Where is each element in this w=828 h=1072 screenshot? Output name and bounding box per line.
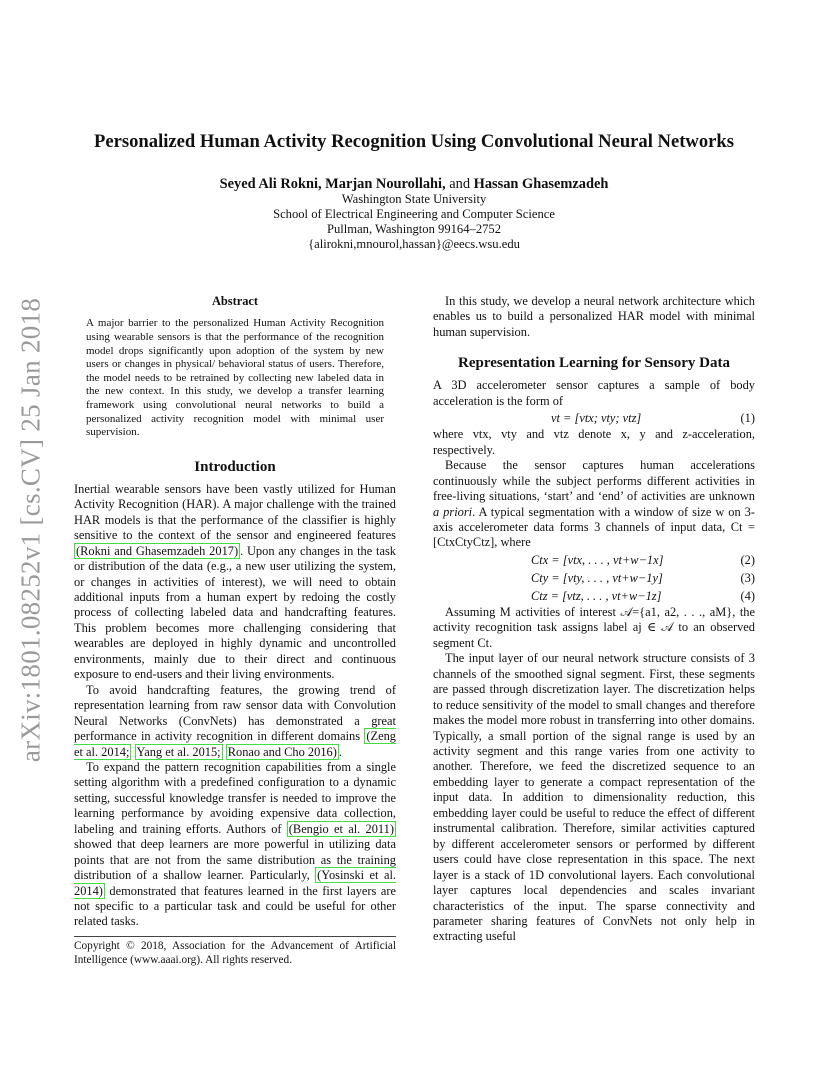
study-paragraph: In this study, we develop a neural network architecture which enables us to build a personalized HAR model with minimal human supervision. (433, 294, 755, 339)
rep-paragraph-4: Assuming M activities of interest 𝒜={a1, a2, . . ., aM}, the activity recognition task assigns label aj ∈ 𝒜 to an observed segment Ct. (433, 604, 755, 650)
abstract-text: A major barrier to the personalized Human Activity Recognition using wearable sensors is that the performance of the recognition model drops significantly upon adoption of the system by new users or changes in physical/ behavioral status of users. Therefore, the model needs to be retrained by collecting new labeled data in the new context. In this study, we develop a transfer learning framework using convolutional neural networks to build a personalized activity recognition model with minimal user supervision. (86, 317, 384, 439)
abstract-body (86, 317, 384, 439)
equation-3-body: Cty = [vty, . . . , vt+w−1y] (531, 570, 663, 585)
equation-4 (433, 587, 755, 605)
affiliation-address: Pullman, Washington 99164–2752 (326, 222, 502, 236)
affiliation-university: Washington State University (341, 192, 487, 206)
citation-link[interactable]: Ronao and Cho 2016) (227, 744, 337, 759)
affiliation-email: {alirokni,mnourol,hassan}@eecs.wsu.edu (308, 237, 520, 251)
equation-4-body: Ctz = [vtz, . . . , vt+w−1z] (531, 588, 662, 603)
intro-paragraph-3: To expand the pattern recognition capabilities from a single setting algorithm with a predefined configuration to a dynamic setting, successful knowledge transfer is needed to improve the learning performance by avoiding expensive data collection, labeling and training efforts. Authors of (Bengio et al. 2011) showed that deep learners are more powerful in utilizing data points that are not from the same distribution as the training distribution of a shallow learner. Particularly, (Yosinski et al. 2014) demonstrated that features learned in the first layers are not specific to a particular task and could be useful for other related tasks. (74, 759, 396, 929)
arxiv-stamp: arXiv:1801.08252v1 [cs.CV] 25 Jan 2018 (15, 297, 46, 763)
equation-1-body: vt = [vtx; vty; vtz] (551, 411, 642, 426)
left-column (74, 294, 396, 967)
equation-2 (433, 551, 755, 569)
intro-paragraph-2: To avoid handcrafting features, the growing trend of representation learning from raw sensor data with Convolution Neural Networks (ConvNets) has demonstrated a great performance in activity recognition in different domains (Zeng et al. 2014; Yang et al. 2015; Ronao and Cho 2016) . (74, 682, 396, 759)
citation-link[interactable]: Yang et al. 2015; (136, 744, 221, 759)
citation-link[interactable]: (Yosinski et al. 2014) (74, 868, 396, 898)
rep-paragraph-3: Because the sensor captures human accelerations continuously while the subject performs different activities in free-living situations, ‘start’ and ‘end’ of activities are unknown a priori. A typical segmentation with a window of size w on 3-axis accelerometer data forms 3 channels of input data, Ct = [CtxCtyCtz], where (433, 458, 755, 550)
author-names: Seyed Ali Rokni, Marjan Nourollahi, (219, 176, 446, 192)
paper-title: Personalized Human Activity Recognition Using Convolutional Neural Networks (94, 131, 734, 152)
equation-2-number: (2) (740, 552, 755, 567)
equation-1 (433, 409, 755, 427)
rep-paragraph-1: A 3D accelerometer sensor captures a sample of body acceleration is the form of (433, 378, 755, 408)
author-name: Hassan Ghasemzadeh (473, 176, 609, 192)
right-column (433, 294, 755, 945)
affiliation-school: School of Electrical Engineering and Computer Science (273, 207, 555, 221)
equation-1-number: (1) (740, 411, 755, 426)
representation-heading: Representation Learning for Sensory Data (458, 355, 730, 372)
citation-link[interactable]: (Zeng et al. 2014; (74, 729, 396, 759)
abstract-heading: Abstract (211, 294, 259, 308)
copyright-text: Copyright © 2018, Association for the Advancement of Artificial Intelligence (www.aaai.org). All rights reserved. (74, 939, 396, 966)
rep-paragraph-5: The input layer of our neural network structure consists of 3 channels of the smoothed signal segment. First, these segments are passed through discretization layer. The discretization helps to reduce sensitivity of the model to small changes and therefore makes the model more robust in transferring into other domains. Typically, a small portion of the signal range is used by an activity segment and this range varies from one activity to another. Therefore, we feed the discretized sequence to an embedding layer to generate a compact representation of the input data. In addition to dimensionality reduction, this embedding layer could be useful to reduce the effect of different instrumental calibration. Therefore, similar activities captured by different accelerometer sensors or performed by different users could have close representation in this space. The next layer is a stack of 1D convolutional layers. Each convolutional layer captures local dependencies and scales invariant characteristics of the input. The sparse connectivity and parameter sharing features of ConvNets not only help in extracting useful (433, 651, 755, 944)
intro-paragraph-1: Inertial wearable sensors have been vastly utilized for Human Activity Recognition (HAR). A major challenge with the trained HAR models is that the performance of the classifier is highly sensitive to the context of the sensor and engineered features (Rokni and Ghasemzadeh 2017) . Upon any changes in the task or distribution of the data (e.g., a new user utilizing the system, or changes in activities of interest), we will need to obtain additional inputs from a human expert by redoing the costly process of collecting labeled data and handcrafting features. This problem becomes more challenging considering that wearables are deployed in highly dynamic and uncontrolled environments, mainly due to their direct and continuous exposure to end-users and their living environments. (74, 481, 396, 682)
equation-3 (433, 569, 755, 587)
citation-link[interactable]: (Bengio et al. 2011) (288, 821, 394, 836)
rep-paragraph-2: where vtx, vty and vtz denote x, y and z-acceleration, respectively. (433, 427, 755, 457)
equation-2-body: Ctx = [vtx, . . . , vt+w−1x] (531, 552, 664, 567)
equation-3-number: (3) (740, 570, 755, 585)
copyright-notice (74, 936, 396, 967)
citation-link[interactable]: (Rokni and Ghasemzadeh 2017) (76, 543, 239, 558)
author-and: and (449, 176, 471, 192)
author-list (0, 176, 828, 193)
intro-heading: Introduction (194, 458, 276, 475)
equation-4-number: (4) (740, 588, 755, 603)
